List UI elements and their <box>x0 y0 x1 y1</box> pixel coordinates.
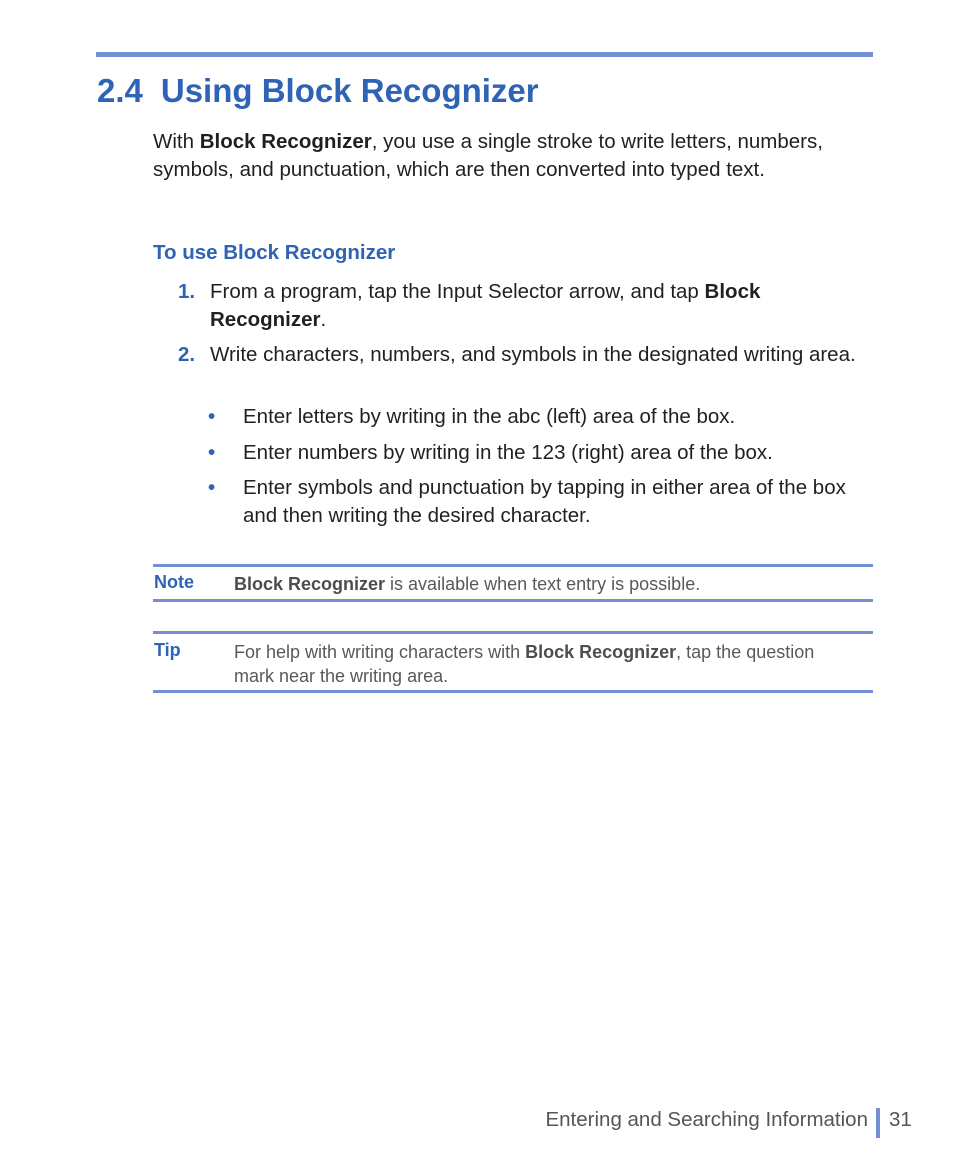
intro-paragraph <box>153 128 853 183</box>
step-text-a: From a program, tap the Input Selector arrow, and tap <box>210 280 705 303</box>
step-2 <box>178 341 878 369</box>
note-text <box>234 572 854 596</box>
bullet-icon: • <box>208 476 216 499</box>
bullet-item <box>208 474 878 529</box>
bullet-text: Enter letters by writing in the abc (left) area of the box. <box>243 405 736 428</box>
step-text: Write characters, numbers, and symbols in the designated writing area. <box>210 343 856 366</box>
bullet-icon: • <box>208 441 216 464</box>
tip-text-a: For help with writing characters with <box>234 642 526 662</box>
step-number: 1. <box>178 280 196 303</box>
tip-bold: Block Recognizer <box>525 642 677 662</box>
bullet-icon: • <box>208 405 216 428</box>
step-bold: Block Recognizer <box>210 280 761 331</box>
bullet-text: Enter symbols and punctuation by tapping in either area of the box and then writing the desired character. <box>243 476 846 527</box>
tip-text <box>234 640 854 688</box>
section-title: Using Block Recognizer <box>160 72 539 109</box>
bullet-item <box>208 439 878 467</box>
note-top-rule <box>153 564 873 567</box>
tip-top-rule <box>153 631 873 634</box>
bullet-item <box>208 403 878 431</box>
page-number: 31 <box>889 1108 912 1131</box>
bullet-text: Enter numbers by writing in the 123 (right) area of the box. <box>243 441 773 464</box>
tip-label: Tip <box>154 640 181 660</box>
intro-rest: , you use a single stroke to write letters, numbers, symbols, and punctuation, which are then converted into typed text. <box>153 130 823 181</box>
intro-bold: Block Recognizer <box>199 130 372 153</box>
intro-prefix: With <box>153 130 200 153</box>
note-label: Note <box>154 572 194 592</box>
step-1 <box>178 278 878 333</box>
tip-bottom-rule <box>153 690 873 693</box>
footer-chapter: Entering and Searching Information <box>545 1108 868 1131</box>
section-number: 2.4 <box>97 72 143 109</box>
footer-divider <box>876 1108 880 1138</box>
subheading: To use Block Recognizer <box>153 241 396 264</box>
note-rest: is available when text entry is possible. <box>385 574 701 594</box>
note-bottom-rule <box>153 599 873 602</box>
step-text-b: . <box>320 307 327 331</box>
step-text <box>210 278 878 333</box>
tip-text-b: , tap the question mark near the writing area. <box>234 642 815 686</box>
top-rule <box>96 52 873 57</box>
step-number: 2. <box>178 343 196 366</box>
note-bold: Block Recognizer <box>234 574 386 594</box>
page-title <box>97 72 539 110</box>
